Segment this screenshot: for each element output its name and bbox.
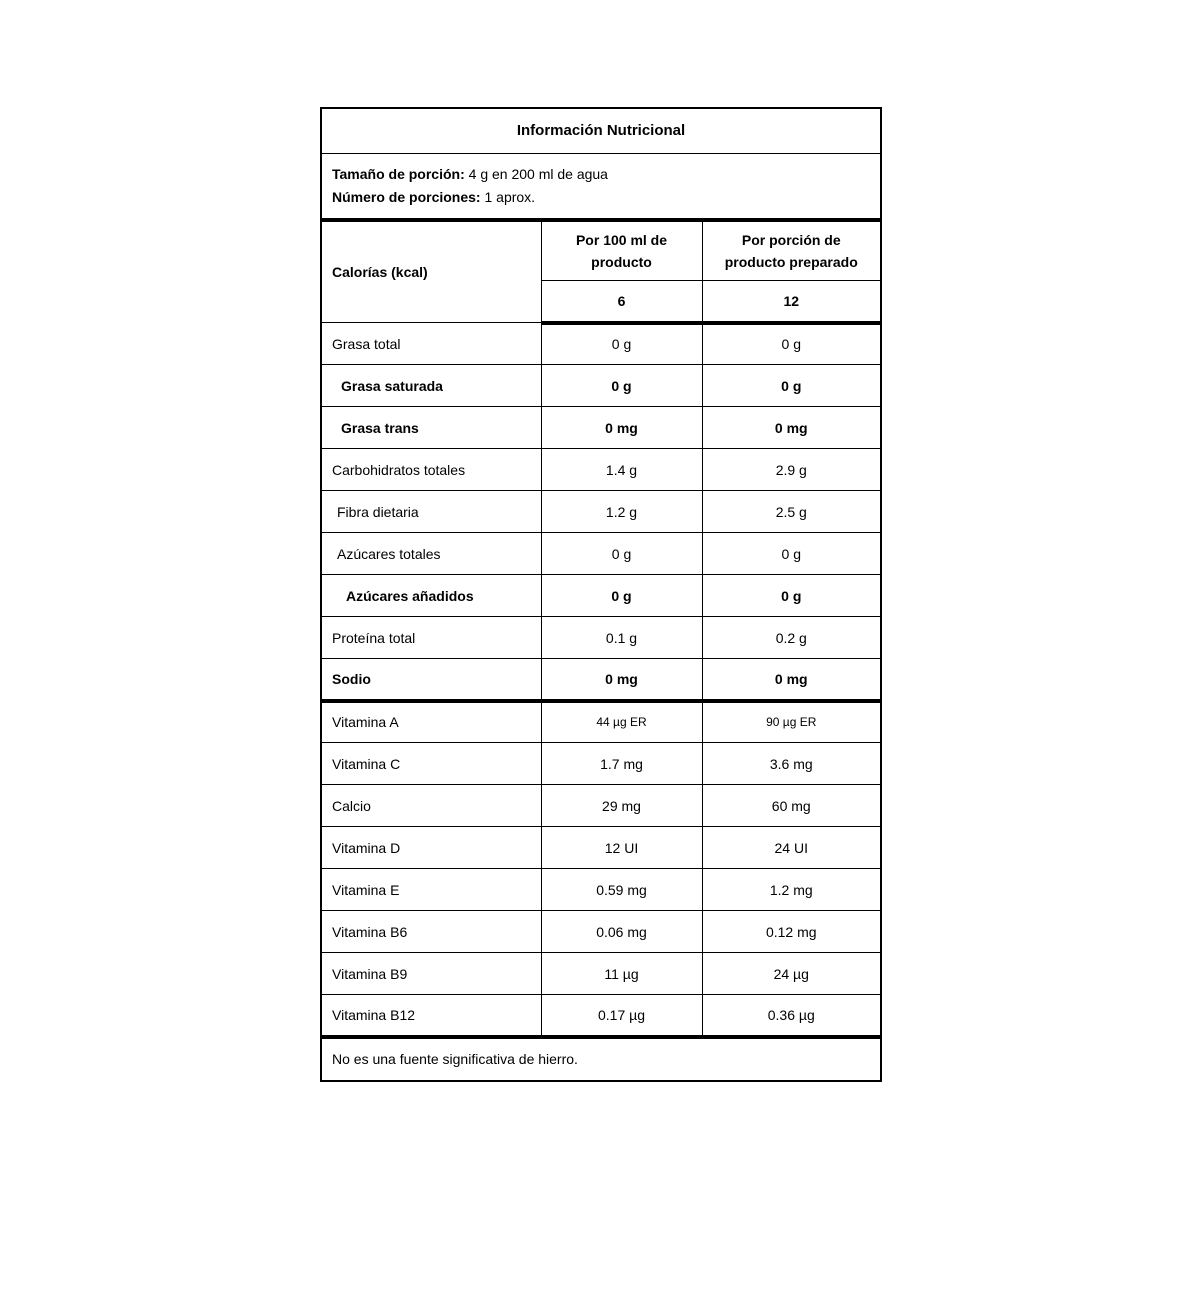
value-per-serving: 24 µg [702, 953, 881, 995]
value-per-serving: 1.2 mg [702, 869, 881, 911]
serving-count-line [332, 186, 870, 209]
table-row [321, 743, 881, 785]
value-per-serving: 0 g [702, 323, 881, 365]
nutrient-label: Vitamina B6 [321, 911, 541, 953]
serving-size-line [332, 163, 870, 186]
serving-count-value: 1 aprox. [480, 188, 536, 205]
table-row [321, 827, 881, 869]
value-per-serving: 0 g [702, 533, 881, 575]
table-row [321, 449, 881, 491]
value-per-100ml: 12 UI [541, 827, 702, 869]
nutrient-label: Vitamina D [321, 827, 541, 869]
table-row [321, 953, 881, 995]
table-row [321, 785, 881, 827]
serving-count-label: Número de porciones: [332, 188, 481, 205]
value-per-100ml: 0 g [541, 575, 702, 617]
table-row [321, 575, 881, 617]
column-header-per-serving: Por porción de producto preparado [702, 220, 881, 281]
value-per-100ml: 0 g [541, 323, 702, 365]
nutrient-label: Proteína total [321, 617, 541, 659]
value-per-serving: 60 mg [702, 785, 881, 827]
nutrient-label: Grasa trans [321, 407, 541, 449]
nutrient-label: Azúcares añadidos [321, 575, 541, 617]
nutrition-label [320, 107, 880, 1082]
nutrient-label: Vitamina B9 [321, 953, 541, 995]
title-row [321, 108, 881, 153]
nutrient-label: Calcio [321, 785, 541, 827]
table-title: Información Nutricional [321, 108, 881, 153]
value-per-100ml: 29 mg [541, 785, 702, 827]
value-per-100ml: 0.17 µg [541, 995, 702, 1037]
value-per-100ml: 0 g [541, 533, 702, 575]
value-per-serving: 0 g [702, 365, 881, 407]
nutrient-label: Grasa saturada [321, 365, 541, 407]
value-per-serving: 2.9 g [702, 449, 881, 491]
nutrient-label: Vitamina E [321, 869, 541, 911]
table-row [321, 365, 881, 407]
nutrient-label: Vitamina C [321, 743, 541, 785]
serving-info [321, 153, 881, 220]
value-per-serving: 0.2 g [702, 617, 881, 659]
table-row [321, 701, 881, 743]
value-per-100ml: 0.06 mg [541, 911, 702, 953]
serving-size-value: 4 g en 200 ml de agua [464, 165, 608, 182]
table-row [321, 659, 881, 701]
value-per-100ml: 0.1 g [541, 617, 702, 659]
value-per-100ml: 1.7 mg [541, 743, 702, 785]
nutrient-label: Grasa total [321, 323, 541, 365]
table-row [321, 617, 881, 659]
value-per-serving: 2.5 g [702, 491, 881, 533]
value-per-serving: 24 UI [702, 827, 881, 869]
table-row [321, 533, 881, 575]
nutrient-label: Vitamina B12 [321, 995, 541, 1037]
value-per-100ml: 0.59 mg [541, 869, 702, 911]
nutrient-label: Sodio [321, 659, 541, 701]
value-per-serving: 0 mg [702, 407, 881, 449]
footer-row [321, 1037, 881, 1081]
value-per-serving: 0 mg [702, 659, 881, 701]
table-row [321, 869, 881, 911]
nutrient-label: Carbohidratos totales [321, 449, 541, 491]
table-row [321, 995, 881, 1037]
calories-header-row [321, 220, 881, 281]
value-per-100ml: 44 µg ER [541, 701, 702, 743]
table-row [321, 491, 881, 533]
value-per-100ml: 1.4 g [541, 449, 702, 491]
table-row [321, 911, 881, 953]
value-per-100ml: 11 µg [541, 953, 702, 995]
footer-note: No es una fuente significativa de hierro. [321, 1037, 881, 1081]
value-per-100ml: 0 mg [541, 407, 702, 449]
nutrient-label: Azúcares totales [321, 533, 541, 575]
nutrient-rows-body [321, 323, 881, 1037]
value-per-100ml: 1.2 g [541, 491, 702, 533]
column-header-per-100ml: Por 100 ml de producto [541, 220, 702, 281]
value-per-serving: 0.12 mg [702, 911, 881, 953]
value-per-serving: 90 µg ER [702, 701, 881, 743]
nutrition-table [320, 107, 882, 1082]
nutrient-label: Fibra dietaria [321, 491, 541, 533]
table-row [321, 407, 881, 449]
table-row [321, 323, 881, 365]
serving-size-label: Tamaño de porción: [332, 165, 465, 182]
value-per-100ml: 0 mg [541, 659, 702, 701]
nutrient-label: Vitamina A [321, 701, 541, 743]
calories-label: Calorías (kcal) [321, 220, 541, 323]
value-per-serving: 0 g [702, 575, 881, 617]
value-per-100ml: 0 g [541, 365, 702, 407]
calories-per-100ml: 6 [541, 281, 702, 323]
serving-info-row [321, 153, 881, 220]
calories-per-serving: 12 [702, 281, 881, 323]
value-per-serving: 0.36 µg [702, 995, 881, 1037]
value-per-serving: 3.6 mg [702, 743, 881, 785]
